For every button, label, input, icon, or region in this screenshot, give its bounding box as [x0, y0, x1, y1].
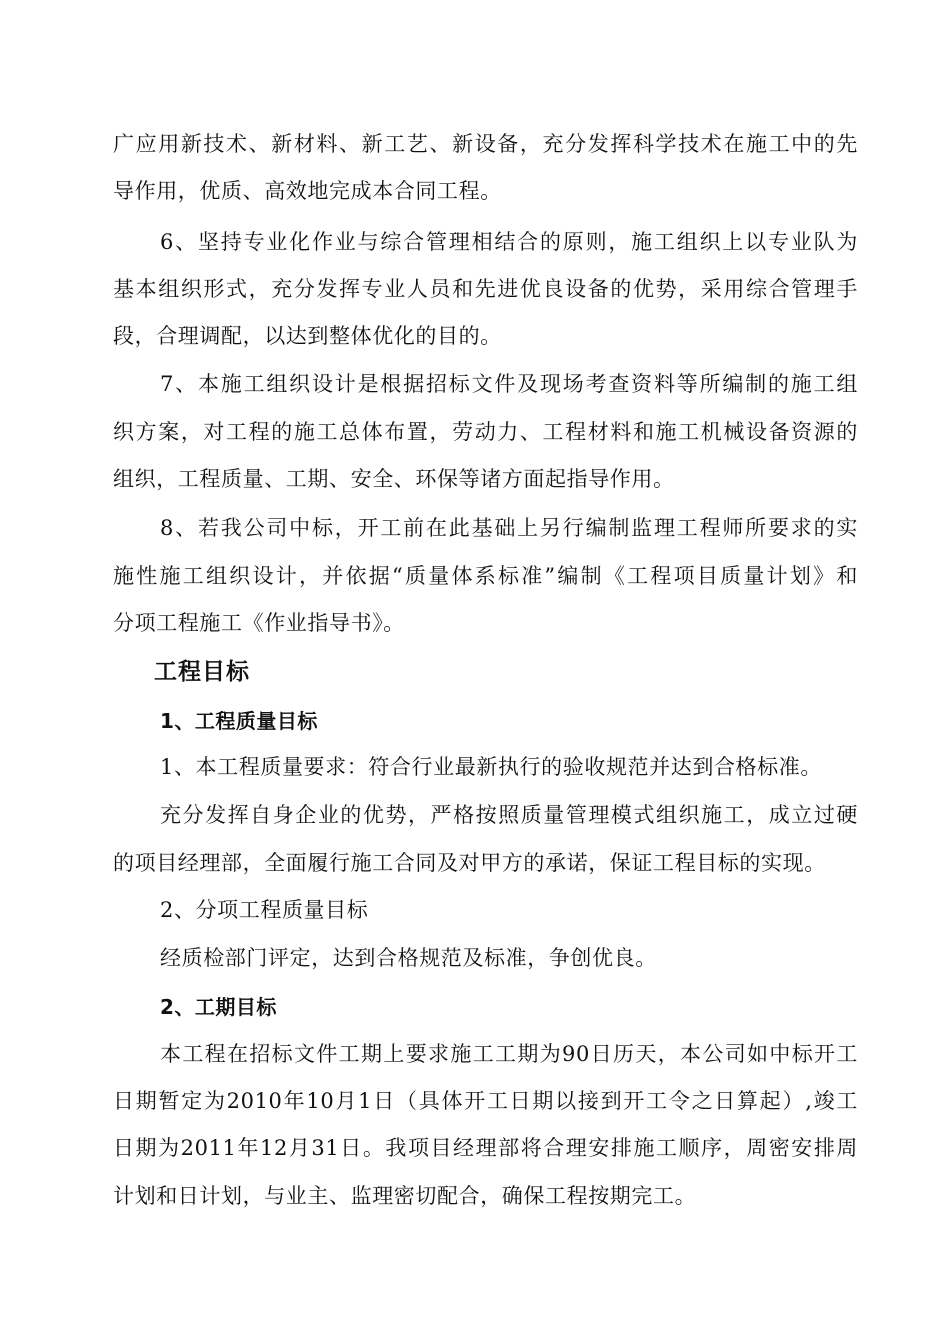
paragraph-line: 日期为2011年12月31日。我项目经理部将合理安排施工顺序，周密安排周 [113, 1136, 858, 1160]
paragraph-line: 的项目经理部，全面履行施工合同及对甲方的承诺，保证工程目标的实现。 [113, 851, 826, 875]
paragraph-line: 充分发挥自身企业的优势，严格按照质量管理模式组织施工，成立过硬 [160, 803, 858, 827]
paragraph-line: 织方案，对工程的施工总体布置，劳动力、工程材料和施工机械设备资源的 [113, 420, 858, 444]
paragraph-line: 计划和日计划，与业主、监理密切配合，确保工程按期完工。 [113, 1184, 697, 1208]
paragraph-line: 段，合理调配，以达到整体优化的目的。 [113, 324, 502, 348]
paragraph-line: 导作用，优质、高效地完成本合同工程。 [113, 179, 502, 203]
paragraph-line: 本工程在招标文件工期上要求施工工期为90日历天，本公司如中标开工 [160, 1042, 858, 1066]
paragraph-line: 7、本施工组织设计是根据招标文件及现场考查资料等所编制的施工组 [160, 372, 858, 396]
paragraph-line: 施性施工组织设计，并依据“质量体系标准”编制《工程项目质量计划》和 [113, 564, 858, 588]
paragraph-line: 组织，工程质量、工期、安全、环保等诸方面起指导作用。 [113, 467, 675, 491]
section-heading: 工程目标 [154, 659, 250, 685]
paragraph-line: 经质检部门评定，达到合格规范及标准，争创优良。 [160, 946, 657, 970]
paragraph-line: 基本组织形式，充分发挥专业人员和先进优良设备的优势，采用综合管理手 [113, 277, 858, 301]
paragraph-line: 日期暂定为2010年10月1日（具体开工日期以接到开工令之日算起）,竣工 [113, 1089, 858, 1113]
subsection-heading: 1、工程质量目标 [160, 709, 318, 733]
paragraph-line: 1、本工程质量要求：符合行业最新执行的验收规范并达到合格标准。 [160, 755, 822, 779]
paragraph-line: 2、分项工程质量目标 [160, 898, 369, 922]
paragraph-line: 6、坚持专业化作业与综合管理相结合的原则，施工组织上以专业队为 [160, 230, 858, 254]
subsection-heading: 2、工期目标 [160, 995, 277, 1019]
paragraph-line: 分项工程施工《作业指导书》。 [113, 611, 405, 635]
paragraph-line: 8、若我公司中标，开工前在此基础上另行编制监理工程师所要求的实 [160, 516, 858, 540]
paragraph-line: 广应用新技术、新材料、新工艺、新设备，充分发挥科学技术在施工中的先 [113, 132, 858, 156]
